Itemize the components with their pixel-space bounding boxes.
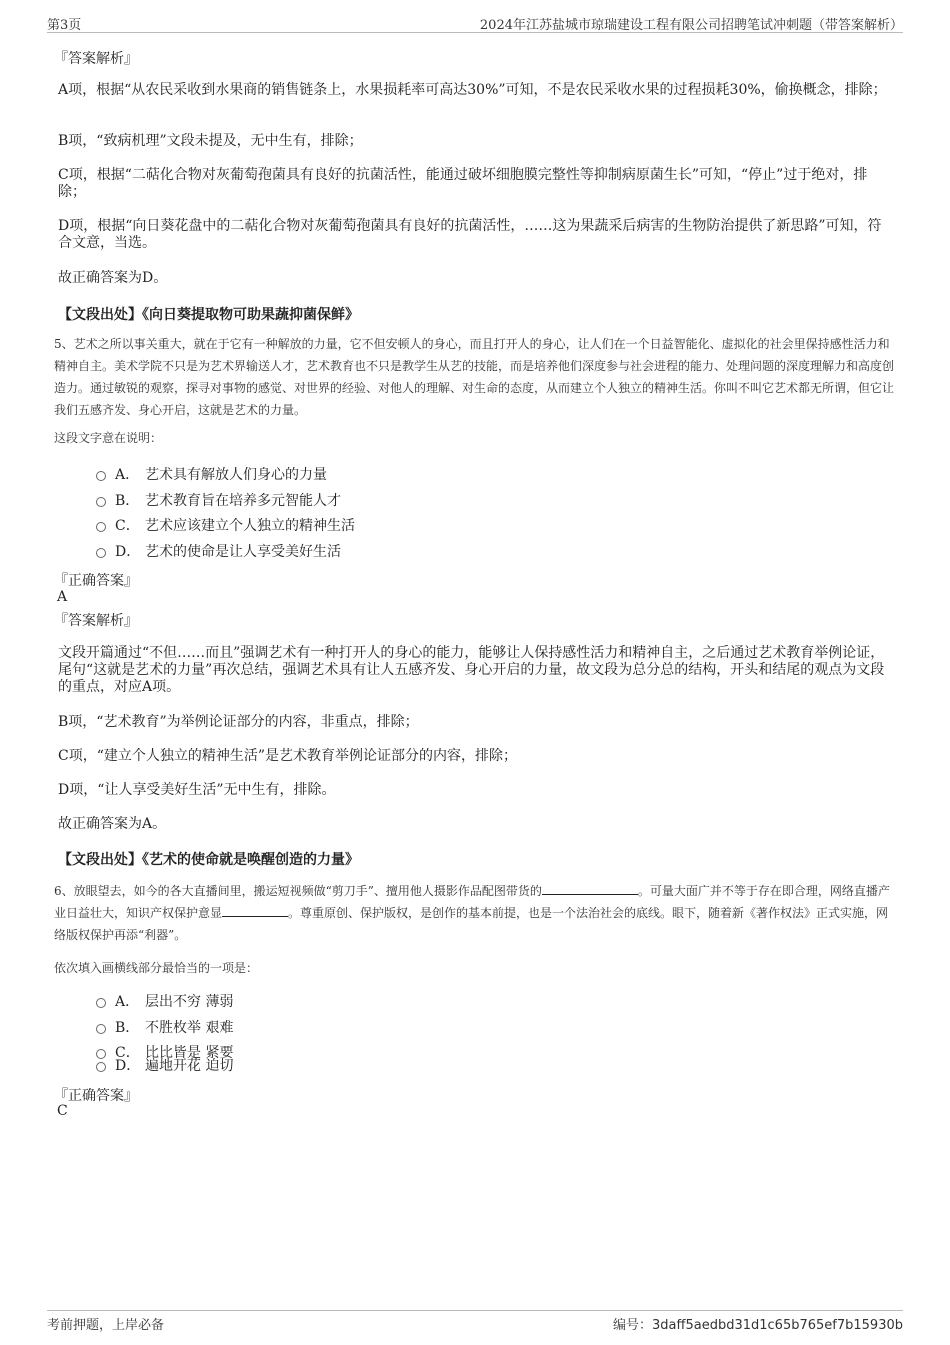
option-letter: A． [115, 467, 140, 483]
page-footer [47, 1310, 903, 1331]
option-letter: B． [115, 493, 140, 509]
question-stem [54, 880, 894, 946]
option-text: 艺术具有解放人们身心的力量 [145, 467, 327, 483]
radio-button[interactable] [96, 548, 106, 558]
analysis-label: 『答案解析』 [54, 613, 138, 629]
question-stem: 5、艺术之所以事关重大，就在于它有一种解放的力量，它不但安顿人的身心，而且打开人的身心，让人们在一个日益智能化、虚拟化的社会里保持感性活力和精神自主。美术学院不只是为艺术界输送人才，艺术教育也不只是教学生从艺的技能，而是培养他们深度参与社会进程的能力、处理问题的深度理解力和高度创造力。通过敏锐的观察，探寻对事物的感觉、对世界的经验、对他人的理解、对生命的态度，从而建立个人独立的精神生活。你叫不叫它艺术都无所谓，但它让我们五感齐发、身心开启，这就是艺术的力量。 [54, 337, 895, 417]
question-prompt: 依次填入画横线部分最恰当的一项是： [54, 961, 259, 975]
correct-answer: C [57, 1103, 68, 1119]
radio-button[interactable] [96, 497, 106, 507]
footer-slogan: 考前押题，上岸必备 [47, 1318, 165, 1333]
analysis-paragraph: D项，根据“向日葵花盘中的二萜化合物对灰葡萄孢菌具有良好的抗菌活性，……这为果蔬采后病害的生物防治提供了新思路”可知，符合文意，当选。 [58, 218, 882, 251]
option-text: 不胜枚举 艰难 [145, 1020, 234, 1036]
radio-button[interactable] [96, 1062, 106, 1072]
radio-button[interactable] [96, 522, 106, 532]
code-label: 编号： [613, 1318, 653, 1333]
correct-answer-label: 『正确答案』 [54, 573, 138, 589]
option-a[interactable] [96, 464, 327, 484]
option-letter: B． [115, 1020, 140, 1036]
option-b[interactable] [96, 1017, 233, 1037]
question-text: 。尊重原创、保护版权，是创作的基本前提，也是一个法治社会的底线。眼下，随着新《著作权法》正式实施，网络版权保护再添“利器”。 [54, 906, 889, 942]
analysis-paragraph: C项，“建立个人独立的精神生活”是艺术教育举例论证部分的内容，排除； [58, 748, 518, 764]
radio-button[interactable] [96, 1024, 106, 1034]
option-text: 比比皆是 紧要 [145, 1045, 234, 1061]
blank-1 [542, 882, 638, 895]
document-code [613, 1314, 903, 1333]
option-text: 艺术应该建立个人独立的精神生活 [145, 518, 355, 534]
source-citation: 【文段出处】《向日葵提取物可助果蔬抑菌保鲜》 [58, 307, 359, 323]
radio-button[interactable] [96, 998, 106, 1008]
analysis-paragraph: B项，“致病机理”文段未提及，无中生有，排除； [58, 133, 363, 149]
analysis-conclusion: 故正确答案为A。 [58, 816, 167, 832]
question-prompt: 这段文字意在说明： [54, 431, 163, 445]
radio-button[interactable] [96, 471, 106, 481]
correct-answer: A [57, 589, 68, 605]
analysis-paragraph: 文段开篇通过“不但……而且”强调艺术有一种打开人的身心的能力，能够让人保持感性活力和精神自主，之后通过艺术教育举例论证，尾句“这就是艺术的力量”再次总结，强调艺术具有让人五感齐发、身心开启的力量，故文段为总分总的结构，开头和结尾的观点为文段的重点，对应A项。 [58, 645, 885, 695]
analysis-paragraph: C项，根据“二萜化合物对灰葡萄孢菌具有良好的抗菌活性，能通过破坏细胞膜完整性等抑制病原菌生长”可知，“停止”过于绝对，排除； [58, 167, 868, 200]
option-letter: A． [115, 994, 140, 1010]
page-header [47, 14, 903, 33]
analysis-paragraph: B项，“艺术教育”为举例论证部分的内容，非重点，排除； [58, 714, 419, 730]
option-letter: D． [115, 1058, 141, 1074]
option-d[interactable] [96, 1055, 233, 1075]
blank-2 [222, 904, 288, 917]
document-title: 2024年江苏盐城市琼瑞建设工程有限公司招聘笔试冲刺题（带答案解析） [479, 18, 903, 33]
correct-answer-label: 『正确答案』 [54, 1088, 138, 1104]
code-value: 3daff5aedbd31d1c65b765ef7b15930b [652, 1318, 903, 1333]
option-letter: C． [115, 518, 140, 534]
page-number: 第3页 [47, 18, 82, 33]
option-text: 艺术的使命是让人享受美好生活 [145, 544, 341, 560]
option-b[interactable] [96, 490, 341, 510]
option-text: 遍地开花 迫切 [145, 1058, 234, 1074]
option-a[interactable] [96, 991, 233, 1011]
option-letter: C． [115, 1045, 140, 1061]
option-letter: D． [115, 544, 141, 560]
question-text: 6、放眼望去，如今的各大直播间里，搬运短视频做“剪刀手”、擅用他人摄影作品配图带货的 [54, 884, 542, 898]
option-c[interactable] [96, 515, 355, 535]
analysis-conclusion: 故正确答案为D。 [58, 270, 168, 286]
option-text: 层出不穷 薄弱 [145, 994, 234, 1010]
option-text: 艺术教育旨在培养多元智能人才 [145, 493, 341, 509]
analysis-label: 『答案解析』 [54, 51, 138, 67]
question-text: 。可量大面广并不等于存在即合理，网络直播产业日益壮大，知识产权保护意显 [54, 884, 890, 920]
analysis-paragraph: D项，“让人享受美好生活”无中生有，排除。 [58, 782, 336, 798]
option-d[interactable] [96, 541, 341, 561]
analysis-paragraph: A项，根据“从农民采收到水果商的销售链条上，水果损耗率可高达30%”可知，不是农民采收水果的过程损耗30%，偷换概念，排除； [58, 82, 887, 98]
source-citation: 【文段出处】《艺术的使命就是唤醒创造的力量》 [58, 852, 359, 868]
